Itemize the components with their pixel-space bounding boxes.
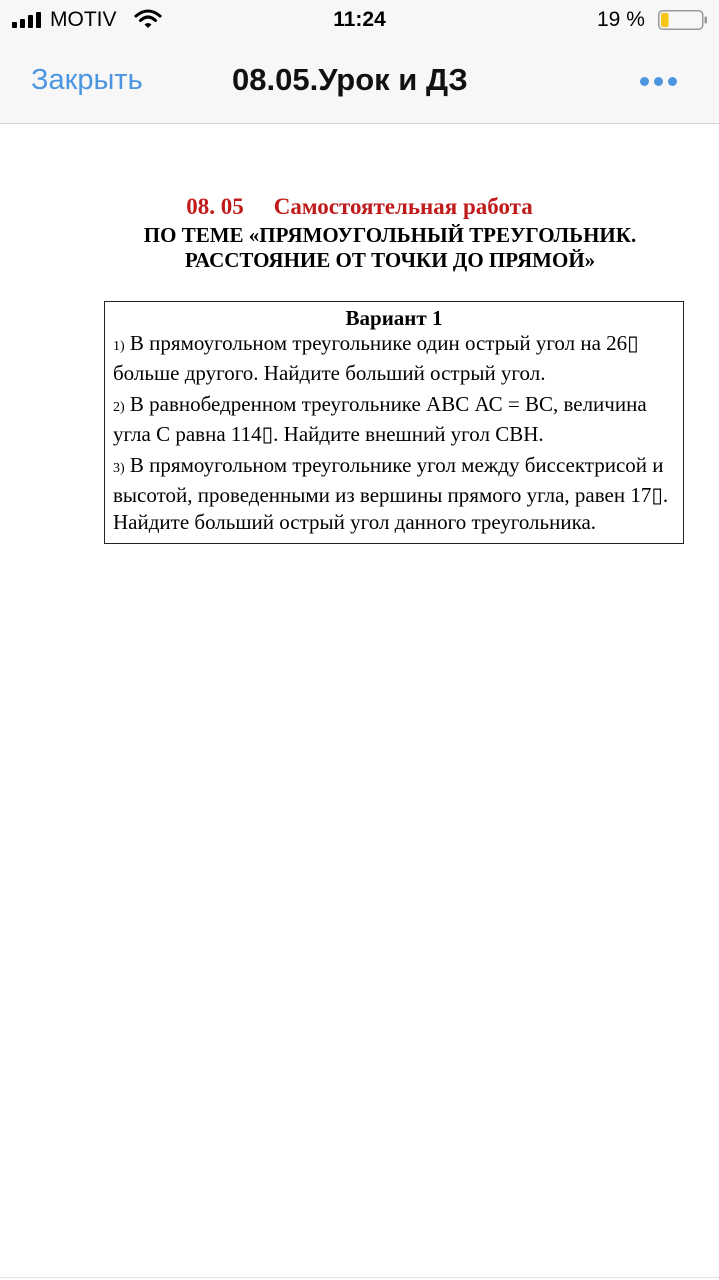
task-number: 1) (113, 339, 125, 354)
bottom-divider (0, 1277, 719, 1278)
task-text: В прямоугольном треугольнике угол между биссектрисой и высотой, проведенными из вершины прямого угла, равен 17▯. Найдите больший острый угол данного треугольника. (113, 453, 669, 534)
page-title: 08.05.Урок и ДЗ (232, 62, 468, 97)
task-box (104, 301, 684, 544)
close-button[interactable]: Закрыть (31, 64, 143, 96)
work-title: Самостоятельная работа (273, 194, 533, 219)
carrier-name: MOTIV (50, 8, 117, 31)
clock: 11:24 (333, 8, 386, 31)
document-view[interactable] (0, 125, 719, 1280)
task-item (113, 330, 677, 387)
topic-heading: ПО ТЕМЕ «ПРЯМОУГОЛЬНЫЙ ТРЕУГОЛЬНИК. РАССТОЯНИЕ ОТ ТОЧКИ ДО ПРЯМОЙ» (143, 223, 637, 272)
task-item (113, 391, 677, 448)
variant-title: Вариант 1 (345, 306, 443, 330)
status-bar (0, 0, 719, 40)
task-number: 2) (113, 400, 125, 415)
task-text: В равнобедренном треугольнике АВС АС = ВС, величина угла С равна 114▯. Найдите внешний угол СВН. (113, 392, 647, 446)
navigation-bar (0, 40, 719, 124)
battery-fill (661, 13, 669, 27)
task-item (113, 452, 677, 536)
battery-icon (658, 10, 708, 30)
task-number: 3) (113, 461, 125, 476)
dot (654, 77, 663, 86)
task-text: В прямоугольном треугольнике один острый угол на 26▯ больше другого. Найдите больший острый угол. (113, 331, 639, 385)
battery-percentage: 19 % (597, 8, 645, 31)
ellipsis-icon[interactable] (640, 72, 684, 90)
dot (668, 77, 677, 86)
lesson-date: 08. 05 (186, 194, 244, 219)
dot (640, 77, 649, 86)
document-heading (0, 193, 719, 221)
